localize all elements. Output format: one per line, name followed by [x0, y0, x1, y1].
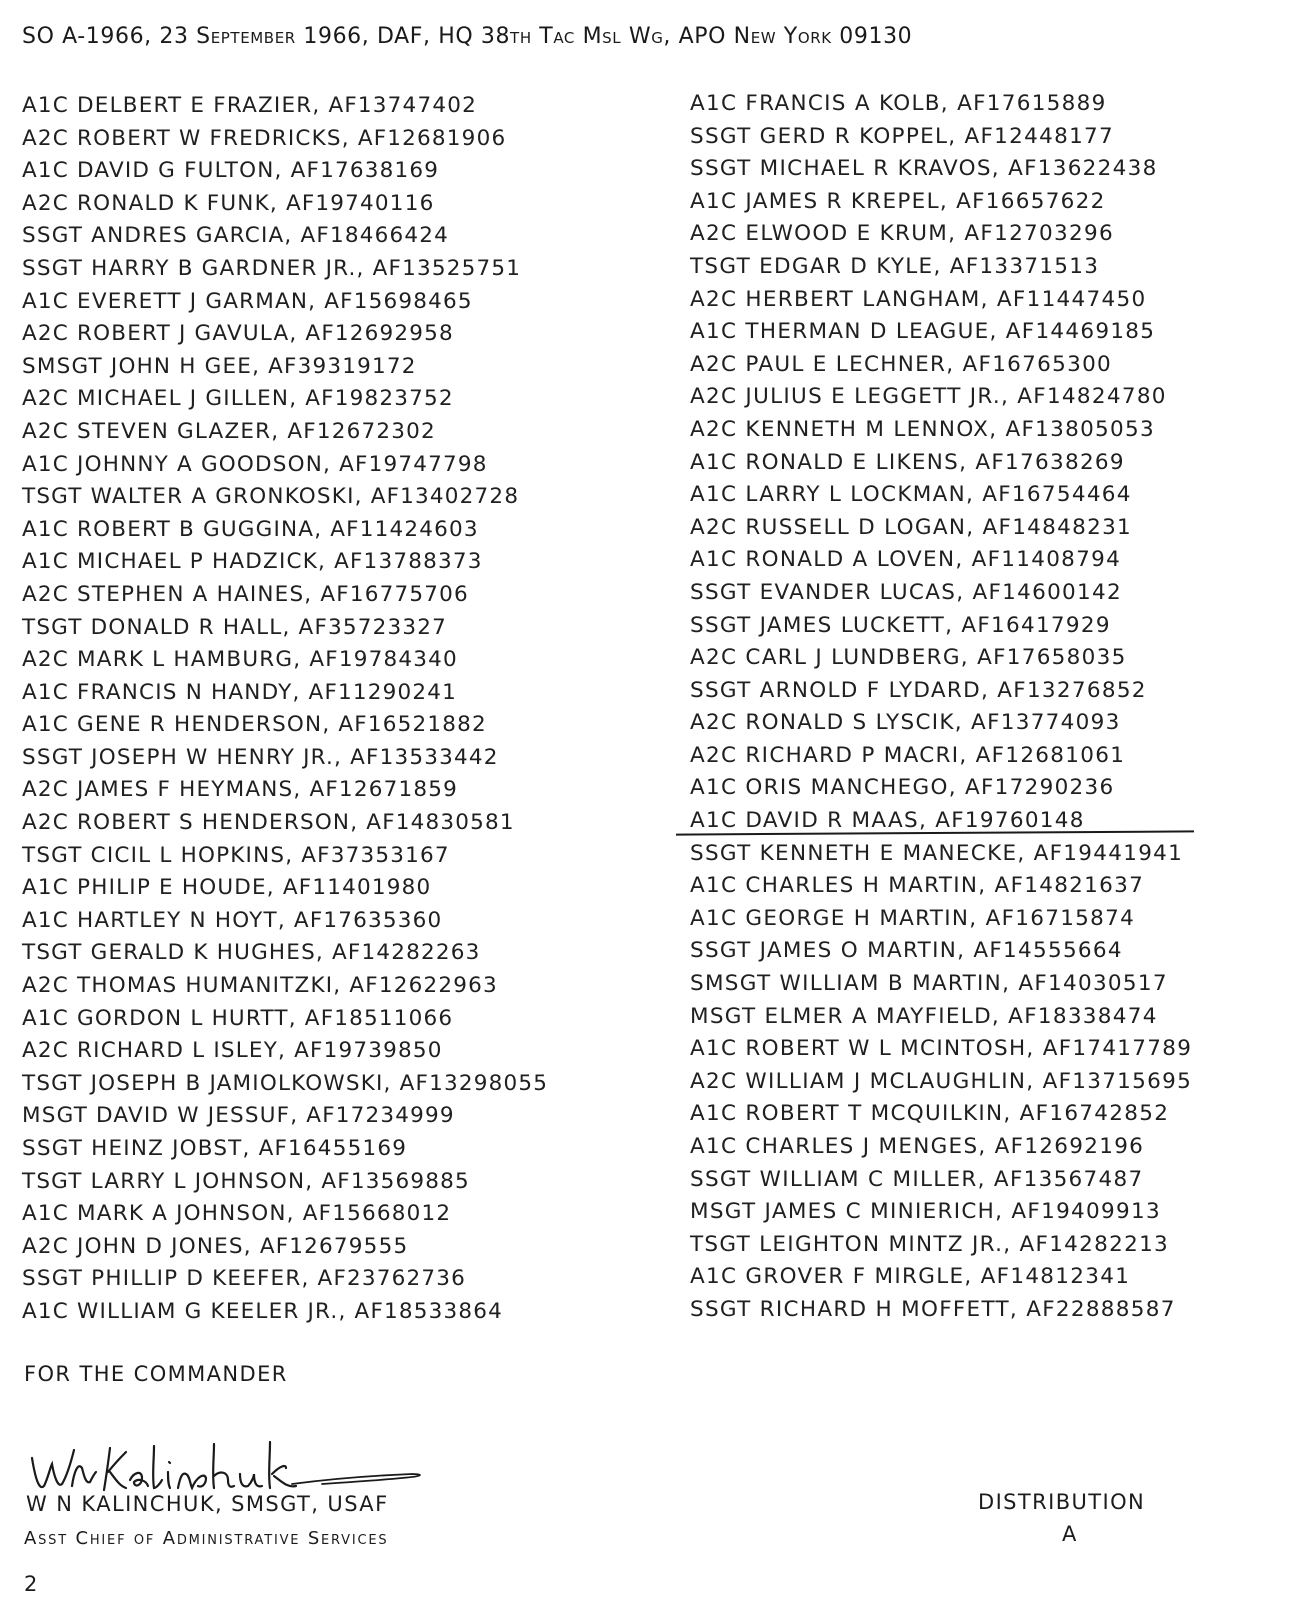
roster-entry: A2C PAUL E LECHNER, AF16765300	[690, 351, 1113, 377]
roster-entry: A2C JAMES F HEYMANS, AF12671859	[22, 777, 458, 803]
roster-entry: TSGT LARRY L JOHNSON, AF13569885	[22, 1168, 470, 1194]
roster-entry: SSGT GERD R KOPPEL, AF12448177	[690, 123, 1115, 149]
roster-entry: A2C HERBERT LANGHAM, AF11447450	[690, 286, 1147, 312]
distribution-label: DISTRIBUTION	[978, 1490, 1146, 1514]
roster-entry: TSGT CICIL L HOPKINS, AF37353167	[22, 842, 450, 868]
roster-entry: SSGT MICHAEL R KRAVOS, AF13622438	[690, 156, 1158, 182]
roster-entry: A1C WILLIAM G KEELER JR., AF18533864	[22, 1298, 504, 1324]
roster-entry: A1C FRANCIS A KOLB, AF17615889	[690, 91, 1107, 116]
roster-entry: A1C RONALD A LOVEN, AF11408794	[690, 547, 1122, 573]
roster-entry: A1C LARRY L LOCKMAN, AF16754464	[690, 482, 1132, 508]
roster-entry: A2C ROBERT W FREDRICKS, AF12681906	[22, 125, 507, 151]
roster-entry: SSGT WILLIAM C MILLER, AF13567487	[690, 1166, 1144, 1192]
roster-entry: A2C THOMAS HUMANITZKI, AF12622963	[22, 973, 498, 999]
roster-entry: A1C THERMAN D LEAGUE, AF14469185	[690, 319, 1156, 345]
roster-entry: SSGT ARNOLD F LYDARD, AF13276852	[690, 677, 1147, 703]
roster-entry: A1C ORIS MANCHEGO, AF17290236	[690, 775, 1115, 801]
roster-entry: A2C WILLIAM J MCLAUGHLIN, AF13715695	[690, 1068, 1193, 1094]
roster-entry: A1C GENE R HENDERSON, AF16521882	[22, 712, 487, 738]
roster-entry: A1C HARTLEY N HOYT, AF17635360	[22, 907, 443, 933]
roster-entry: A2C RICHARD P MACRI, AF12681061	[690, 742, 1126, 768]
roster-entry: A1C CHARLES H MARTIN, AF14821637	[690, 873, 1145, 899]
for-the-commander-line: FOR THE COMMANDER	[24, 1362, 288, 1386]
roster-entry: TSGT LEIGHTON MINTZ JR., AF14282213	[690, 1231, 1170, 1257]
roster-entry: A2C STEVEN GLAZER, AF12672302	[22, 418, 436, 444]
signer-name: W N KALINCHUK, SMSGT, USAF	[26, 1492, 389, 1516]
roster-entry: A1C GEORGE H MARTIN, AF16715874	[690, 905, 1136, 931]
roster-entry: A2C CARL J LUNDBERG, AF17658035	[690, 645, 1127, 671]
roster-entry: SSGT JAMES O MARTIN, AF14555664	[690, 938, 1123, 964]
roster-entry: A1C ROBERT B GUGGINA, AF11424603	[22, 516, 479, 542]
roster-entry: A2C ELWOOD E KRUM, AF12703296	[690, 221, 1114, 247]
roster-entry: A2C STEPHEN A HAINES, AF16775706	[22, 581, 469, 607]
roster-entry: A1C DAVID G FULTON, AF17638169	[22, 158, 440, 184]
roster-entry: A2C MICHAEL J GILLEN, AF19823752	[22, 386, 454, 412]
roster-entry: MSGT DAVID W JESSUF, AF17234999	[22, 1103, 455, 1129]
roster-entry: A2C JOHN D JONES, AF12679555	[22, 1233, 409, 1259]
roster-entry: A1C CHARLES J MENGES, AF12692196	[690, 1134, 1145, 1159]
roster-entry: A1C GROVER F MIRGLE, AF14812341	[690, 1264, 1131, 1290]
roster-entry: SSGT ANDRES GARCIA, AF18466424	[22, 223, 449, 249]
roster-entry: SSGT JAMES LUCKETT, AF16417929	[690, 612, 1111, 638]
roster-entry: SSGT PHILLIP D KEEFER, AF23762736	[22, 1266, 467, 1292]
roster-entry: A1C ROBERT T MCQUILKIN, AF16742852	[690, 1101, 1170, 1127]
roster-entry: TSGT EDGAR D KYLE, AF13371513	[690, 253, 1100, 279]
roster-entry: A1C ROBERT W L MCINTOSH, AF17417789	[690, 1036, 1193, 1062]
roster-entry: A1C PHILIP E HOUDE, AF11401980	[22, 875, 432, 901]
roster-entry: TSGT DONALD R HALL, AF35723327	[22, 614, 448, 640]
roster-entry: A1C RONALD E LIKENS, AF17638269	[690, 449, 1125, 475]
roster-entry: TSGT GERALD K HUGHES, AF14282263	[22, 940, 481, 966]
roster-entry: MSGT JAMES C MINIERICH, AF19409913	[690, 1199, 1161, 1225]
roster-entry: SMSGT WILLIAM B MARTIN, AF14030517	[690, 971, 1168, 997]
signer-title: Asst Chief of Administrative Services	[24, 1528, 389, 1549]
roster-left-column	[22, 90, 548, 1329]
roster-entry: SSGT KENNETH E MANECKE, AF19441941	[690, 840, 1184, 866]
roster-entry: A2C JULIUS E LEGGETT JR., AF14824780	[690, 384, 1167, 410]
roster-entry: A2C RONALD K FUNK, AF19740116	[22, 190, 435, 216]
roster-entry: TSGT JOSEPH B JAMIOLKOWSKI, AF13298055	[22, 1070, 549, 1096]
roster-entry: A1C JOHNNY A GOODSON, AF19747798	[22, 451, 488, 477]
roster-entry: A1C DELBERT E FRAZIER, AF13747402	[22, 93, 477, 118]
roster-entry: A1C EVERETT J GARMAN, AF15698465	[22, 288, 473, 314]
roster-entry: A2C RUSSELL D LOGAN, AF14848231	[690, 514, 1133, 540]
roster-entry: MSGT ELMER A MAYFIELD, AF18338474	[690, 1003, 1158, 1029]
roster-entry: SSGT JOSEPH W HENRY JR., AF13533442	[22, 744, 499, 770]
roster-entry: SSGT HEINZ JOBST, AF16455169	[22, 1136, 408, 1161]
roster-entry: A2C MARK L HAMBURG, AF19784340	[22, 647, 458, 673]
page-number: 2	[24, 1572, 38, 1596]
roster-entry: SSGT RICHARD H MOFFETT, AF22888587	[690, 1296, 1176, 1322]
roster-entry: A2C ROBERT S HENDERSON, AF14830581	[22, 810, 515, 836]
roster-entry-underlined: A1C DAVID R MAAS, AF19760148	[690, 805, 1192, 838]
roster-entry: SSGT HARRY B GARDNER JR., AF13525751	[22, 255, 522, 281]
distribution-value: A	[1062, 1522, 1077, 1546]
roster-entry: SMSGT JOHN H GEE, AF39319172	[22, 353, 417, 379]
special-order-header: SO A-1966, 23 September 1966, DAF, HQ 38th Tac Msl Wg, APO New York 09130	[22, 24, 913, 49]
roster-entry: A2C RICHARD L ISLEY, AF19739850	[22, 1038, 443, 1064]
roster-entry: A1C MICHAEL P HADZICK, AF13788373	[22, 549, 483, 575]
roster-entry: TSGT WALTER A GRONKOSKI, AF13402728	[22, 484, 520, 510]
roster-entry: A2C KENNETH M LENNOX, AF13805053	[690, 416, 1155, 442]
roster-right-column	[690, 88, 1192, 1327]
roster-entry: A1C FRANCIS N HANDY, AF11290241	[22, 679, 458, 705]
roster-entry: A2C ROBERT J GAVULA, AF12692958	[22, 321, 454, 347]
roster-entry: A2C RONALD S LYSCIK, AF13774093	[690, 710, 1121, 736]
roster-entry: A1C JAMES R KREPEL, AF16657622	[690, 188, 1106, 214]
roster-entry: SSGT EVANDER LUCAS, AF14600142	[690, 579, 1122, 605]
roster-entry: A1C GORDON L HURTT, AF18511066	[22, 1005, 454, 1031]
roster-entry: A1C MARK A JOHNSON, AF15668012	[22, 1201, 452, 1227]
